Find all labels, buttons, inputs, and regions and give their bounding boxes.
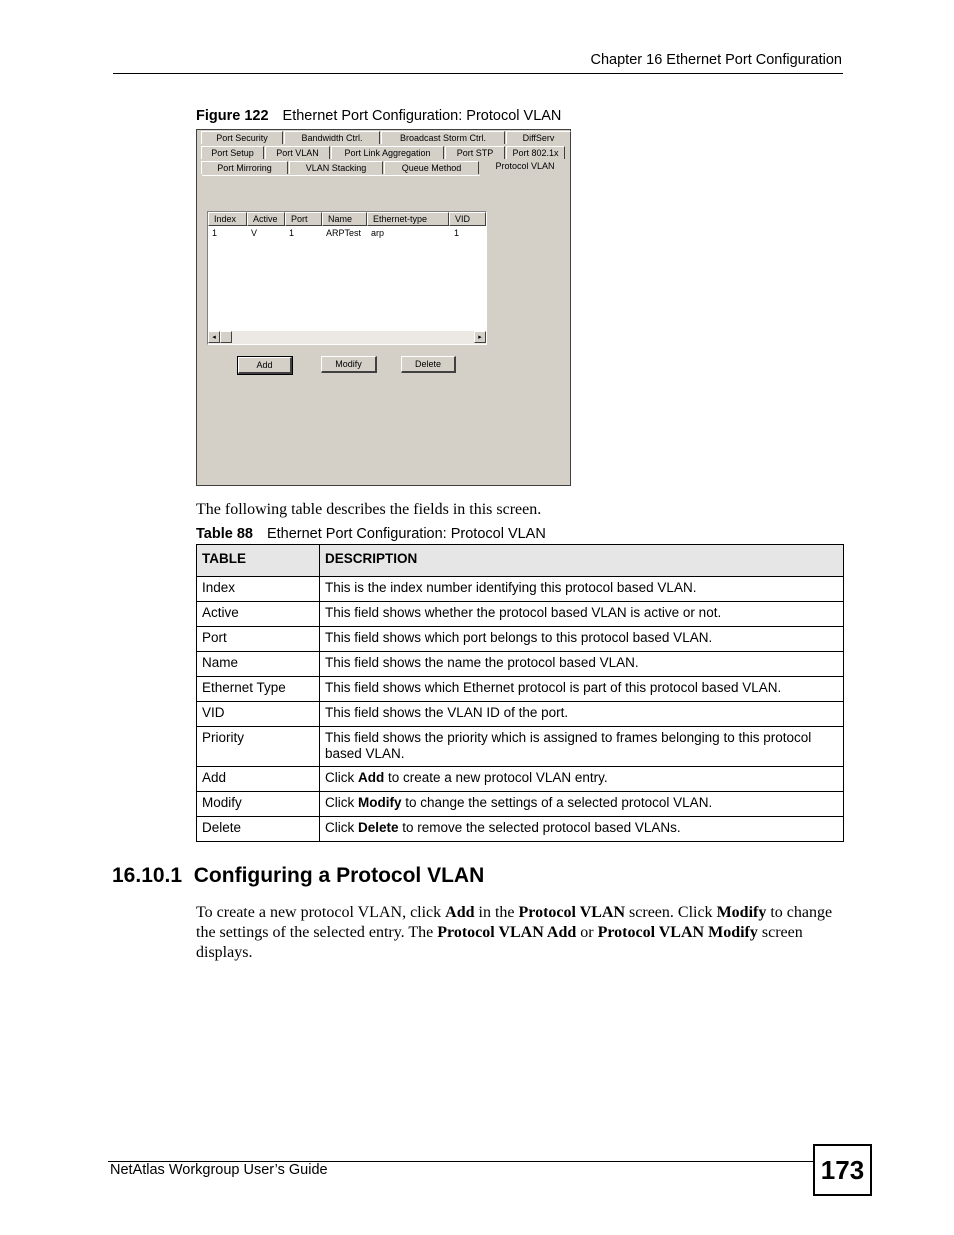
table-header-row [197,545,844,577]
field-description: This field shows which port belongs to this protocol based VLAN. [320,627,844,652]
para-text: in the [474,904,519,921]
para-text: To create a new protocol VLAN, click [196,904,446,921]
tab-protocol-vlan[interactable]: Protocol VLAN [495,160,555,171]
modify-button[interactable]: Modify [321,356,377,373]
tab-port-link-aggregation[interactable]: Port Link Aggregation [331,146,444,159]
guide-title: NetAtlas Workgroup User’s Guide [110,1162,328,1178]
table-row [197,627,844,652]
figure-label: Figure 122 [196,108,269,124]
tab-port-8021x[interactable]: Port 802.1x [506,146,565,159]
desc-bold: Delete [358,820,399,835]
para-text: to change the settings of the selected entry. The [196,904,833,941]
figure-title: Ethernet Port Configuration: Protocol VLAN [282,108,562,124]
col-ethernet-type[interactable]: Ethernet-type [367,212,449,226]
desc-text: to create a new protocol VLAN entry. [384,770,608,785]
intro-text: The following table describes the fields in this screen. [196,501,542,518]
field-name: Add [197,767,320,792]
table-title: Ethernet Port Configuration: Protocol VLAN [266,526,546,542]
desc-bold: Modify [358,795,402,810]
scroll-thumb[interactable] [220,331,232,343]
delete-button[interactable]: Delete [401,356,456,373]
tab-port-vlan[interactable]: Port VLAN [265,146,330,159]
field-name: Modify [197,792,320,817]
table-row [197,602,844,627]
field-description: This field shows the VLAN ID of the port. [320,702,844,727]
tab-queue-method[interactable]: Queue Method [384,161,479,174]
field-name: Port [197,627,320,652]
header-description: DESCRIPTION [320,545,844,577]
table-row [197,677,844,702]
desc-text: Click [325,795,358,810]
table-label: Table 88 [196,526,253,542]
cell-active: V [251,228,258,238]
field-description [320,792,844,817]
cell-port: 1 [289,228,295,238]
field-name: Name [197,652,320,677]
header-table: TABLE [197,545,320,577]
table-row [197,702,844,727]
para-bold: Protocol VLAN Modify [597,924,758,941]
desc-bold: Add [358,770,385,785]
col-port[interactable]: Port [285,212,322,226]
field-description: This field shows the priority which is assigned to frames belonging to this protocol based VLAN. [320,727,844,767]
table-row [197,817,844,842]
field-description [320,817,844,842]
tab-port-setup[interactable]: Port Setup [201,146,264,159]
field-description [320,767,844,792]
desc-text: Click [325,820,358,835]
table-caption [196,526,546,542]
field-name: Active [197,602,320,627]
tab-diffserv[interactable]: DiffServ [506,131,571,144]
cell-ethernet-type: arp [371,228,385,238]
field-name: Priority [197,727,320,767]
para-text: or [576,924,598,941]
para-text: screen displays. [196,924,803,961]
scroll-right-icon[interactable]: ▸ [474,331,486,343]
section-paragraph [196,903,836,963]
tab-port-stp[interactable]: Port STP [445,146,505,159]
field-name: Index [197,577,320,602]
tab-port-mirroring[interactable]: Port Mirroring [201,161,288,174]
tab-port-security[interactable]: Port Security [201,131,283,144]
table-row [197,767,844,792]
horizontal-scrollbar[interactable] [208,331,486,344]
col-index[interactable]: Index [208,212,247,226]
field-name: Delete [197,817,320,842]
field-description: This field shows whether the protocol based VLAN is active or not. [320,602,844,627]
protocol-vlan-screen [196,129,571,486]
tab-vlan-stacking[interactable]: VLAN Stacking [289,161,383,174]
section-heading [112,864,484,888]
scroll-left-icon[interactable]: ◂ [208,331,220,343]
col-vid[interactable]: VID [449,212,486,226]
para-bold: Protocol VLAN [518,904,626,921]
table-row [197,727,844,767]
chapter-header: Chapter 16 Ethernet Port Configuration [590,52,842,68]
tab-broadcast-storm-ctrl[interactable]: Broadcast Storm Ctrl. [381,131,505,144]
field-description: This field shows which Ethernet protocol is part of this protocol based VLAN. [320,677,844,702]
field-description: This is the index number identifying this protocol based VLAN. [320,577,844,602]
cell-vid: 1 [454,228,460,238]
para-bold: Modify [716,904,767,921]
field-name: Ethernet Type [197,677,320,702]
para-text: screen. Click [625,904,717,921]
table-row [197,652,844,677]
tab-divider [202,175,480,176]
description-table [196,544,844,842]
add-button[interactable]: Add [238,357,292,374]
cell-index: 1 [212,228,218,238]
table-row [197,792,844,817]
field-name: VID [197,702,320,727]
field-description: This field shows the name the protocol based VLAN. [320,652,844,677]
desc-text: to change the settings of a selected protocol VLAN. [401,795,713,810]
section-title: Configuring a Protocol VLAN [193,864,485,887]
cell-name: ARPTest [326,228,362,238]
col-active[interactable]: Active [247,212,285,226]
list-header [208,212,486,226]
page-number: 173 [813,1144,872,1196]
protocol-vlan-list[interactable] [207,211,487,345]
tab-bandwidth-ctrl[interactable]: Bandwidth Ctrl. [284,131,380,144]
table-row [197,577,844,602]
header-rule [113,73,843,74]
para-bold: Add [445,904,475,921]
col-name[interactable]: Name [322,212,367,226]
section-number: 16.10.1 [112,864,183,887]
desc-text: to remove the selected protocol based VLANs. [398,820,681,835]
desc-text: Click [325,770,358,785]
figure-caption [196,108,561,124]
para-bold: Protocol VLAN Add [437,924,577,941]
